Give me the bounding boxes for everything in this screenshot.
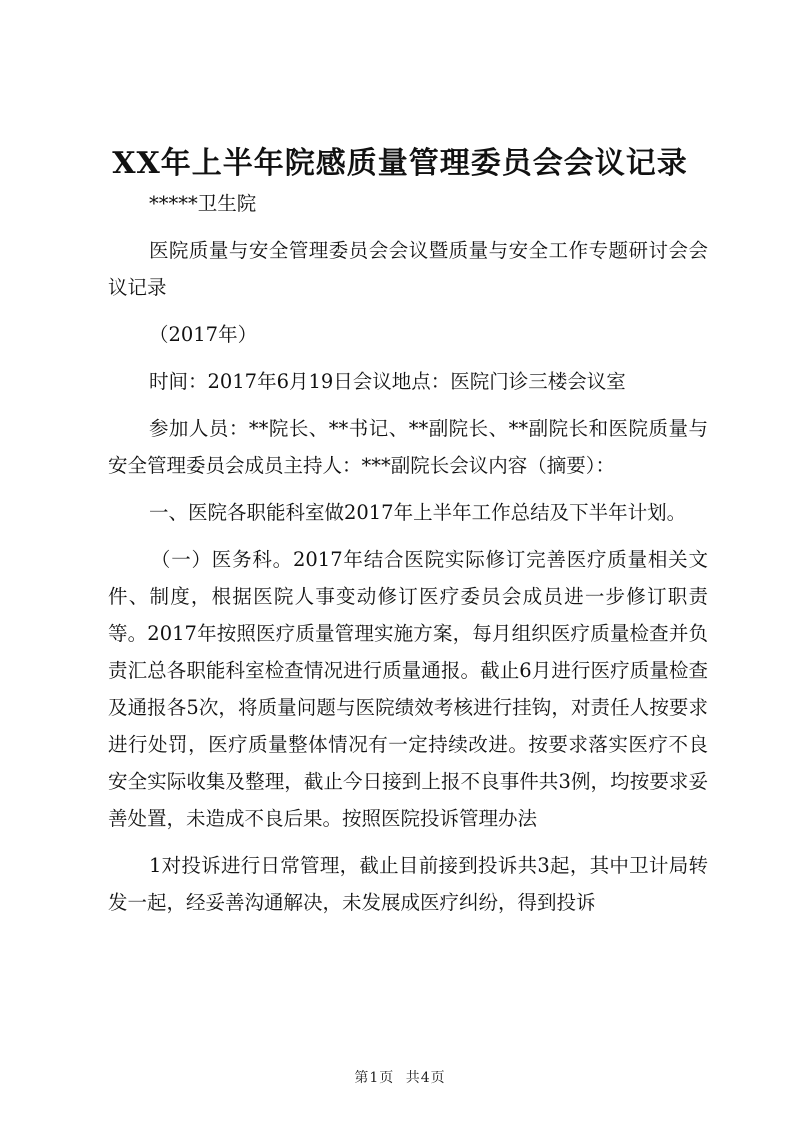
year-line: （2017年）: [148, 323, 258, 346]
page-total: 共4页: [405, 1070, 446, 1086]
page-number: 第1页: [354, 1070, 395, 1086]
page-footer: [0, 1067, 800, 1087]
attendees-paragraph: 参加人员：**院长、**书记、**副院长、**副院长和医院质量与安全管理委员会成员主持人：***副院长会议内容（摘要）：: [108, 417, 708, 477]
section-heading-1: 一、医院各职能科室做2017年上半年工作总结及下半年计划。: [148, 501, 687, 524]
meeting-subtitle: 医院质量与安全管理委员会会议暨质量与安全工作专题研讨会会议记录: [108, 239, 708, 299]
time-location-line: 时间：2017年6月19日会议地点：医院门诊三楼会议室: [148, 370, 626, 393]
document-body: [108, 185, 708, 931]
document-title: XX年上半年院感质量管理委员会会议记录: [112, 146, 688, 181]
organization-line: *****卫生院: [148, 192, 257, 215]
medical-affairs-paragraph: （一）医务科。2017年结合医院实际修订完善医疗质量相关文件、制度，根据医院人事变动修订医疗委员会成员进一步修订职责等。2017年按照医疗质量管理实施方案，每月组织医疗质量检查并负责汇总各职能科室检查情况进行质量通报。截止6月进行医疗质量检查及通报各5次，将质量问题与医院绩效考核进行挂钩，对责任人按要求进行处罚，医疗质量整体情况有一定持续改进。按要求落实医疗不良安全实际收集及整理，截止今日接到上报不良事件共3例，均按要求妥善处置，未造成不良后果。按照医院投诉管理办法: [108, 548, 708, 830]
complaints-paragraph: 1对投诉进行日常管理，截止目前接到投诉共3起，其中卫计局转发一起，经妥善沟通解决，未发展成医疗纠纷，得到投诉: [108, 854, 708, 914]
